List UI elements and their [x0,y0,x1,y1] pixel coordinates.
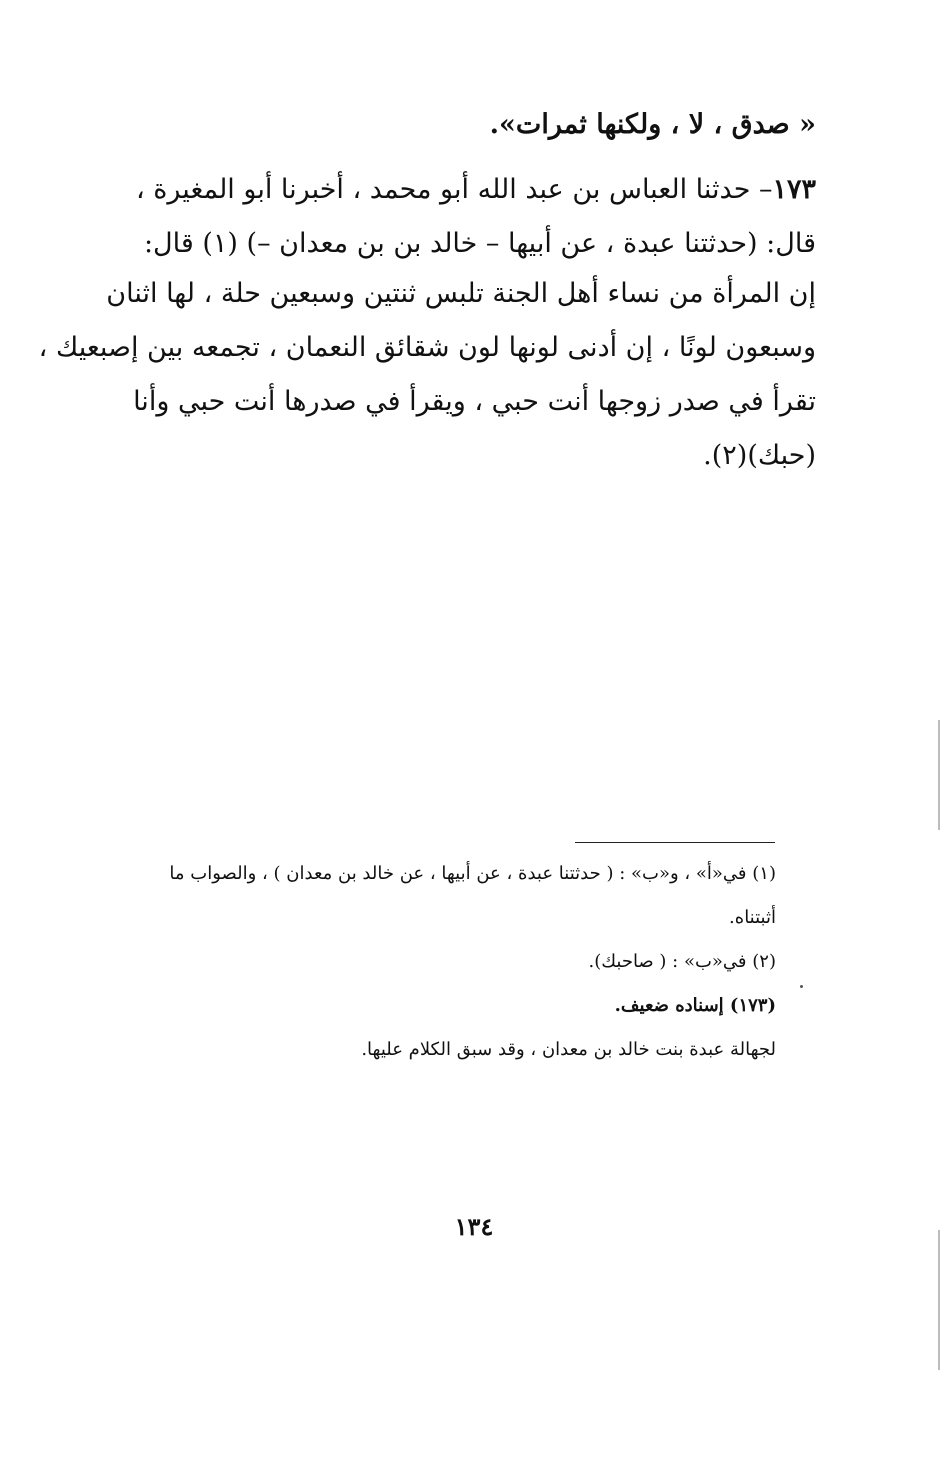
footnote-1 [106,852,776,940]
scan-edge-mark [938,720,940,830]
footnote-1-line-b: أثبتناه. [729,907,776,928]
hadith-body [38,267,816,483]
text-line-4: إن المرأة من نساء أهل الجنة تلبس ثنتين وسبعين حلة ، لها اثنان [106,278,816,309]
text-line-1: « صدق ، لا ، ولكنها ثمرات». [489,109,816,140]
text-line-7: (حبك)(٢). [703,440,816,471]
text-line-5: وسبعون لونًا ، إن أدنى لونها لون شقائق النعمان ، تجمعه بين إصبعيك ، [38,332,816,363]
scan-speck [800,985,803,988]
narration-chain-start: – حدثنا العباس بن عبد الله أبو محمد ، أخبرنا أبو المغيرة ، [135,174,773,205]
footnote-173-line: (١٧٣) إسناده ضعيف. [614,995,776,1016]
page-number: ١٣٤ [454,1212,494,1241]
footnote-1-line-a: (١) في«أ» ، و«ب» : ( حدثتنا عبدة ، عن أبيها ، عن خالد بن معدان ) ، والصواب ما [169,863,776,884]
footnote-2 [106,940,776,984]
text-line-6: تقرأ في صدر زوجها أنت حبي ، ويقرأ في صدرها أنت حبي وأنا [133,386,816,417]
footnote-2-line: (٢) في«ب» : ( صاحبك). [588,951,776,972]
quote-line [126,98,816,152]
hadith-number: ١٧٣ [772,174,816,205]
hadith-header [126,163,816,271]
footnote-divider [575,842,775,843]
footnote-173-grading [106,984,776,1028]
text-line-3: قال: (حدثتنا عبدة ، عن أبيها – خالد بن بن معدان –) (١) قال: [143,228,816,259]
text-line-2 [126,163,816,217]
scan-edge-mark [938,1230,940,1370]
footnote-173-reason [106,1028,776,1072]
footnote-173-reason-line: لجهالة عبدة بنت خالد بن معدان ، وقد سبق الكلام عليها. [361,1039,776,1060]
